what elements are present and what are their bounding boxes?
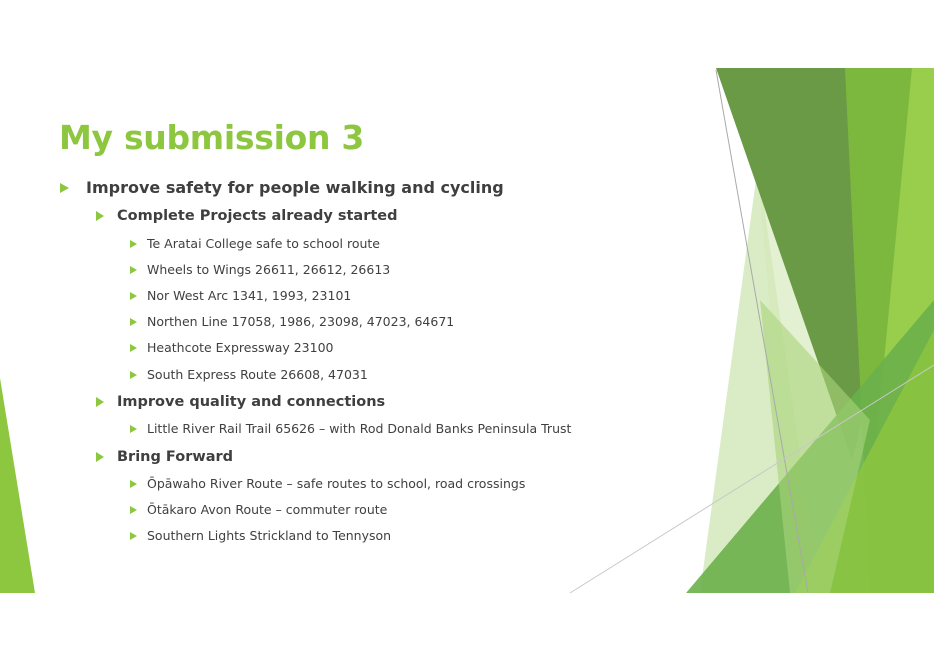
bullet-arrow-icon — [130, 266, 137, 274]
bullet-text: Northen Line 17058, 1986, 23098, 47023, 64671 — [147, 314, 455, 329]
bullet-arrow-icon — [130, 292, 137, 300]
bullet-arrow-icon — [130, 506, 137, 514]
bullet-level3 — [147, 367, 368, 382]
bullet-arrow-icon — [96, 211, 104, 221]
bullet-text: Improve quality and connections — [117, 394, 386, 410]
bullet-arrow-icon — [130, 480, 137, 488]
bullet-arrow-icon — [130, 371, 137, 379]
bullet-text: Nor West Arc 1341, 1993, 23101 — [147, 288, 352, 303]
bullet-arrow-icon — [130, 240, 137, 248]
left-green-sliver — [0, 378, 35, 593]
bullet-level3 — [147, 288, 351, 303]
bullet-level3 — [147, 502, 387, 517]
bullet-arrow-icon — [96, 452, 104, 462]
bullet-arrow-icon — [130, 344, 137, 352]
bullet-level3 — [147, 340, 334, 355]
bullet-level3 — [147, 236, 380, 251]
bullet-text: Wheels to Wings 26611, 26612, 26613 — [147, 262, 391, 277]
bullet-level3 — [147, 314, 454, 329]
bullet-text: Ōtākaro Avon Route – commuter route — [147, 502, 388, 517]
bullet-arrow-icon — [96, 397, 104, 407]
bullet-level2 — [117, 394, 385, 410]
bullet-text: Ōpāwaho River Route – safe routes to school, road crossings — [147, 476, 526, 491]
bullet-text: Heathcote Expressway 23100 — [147, 340, 334, 355]
bullet-arrow-icon — [60, 183, 69, 193]
bullet-arrow-icon — [130, 425, 137, 433]
bullet-text: Little River Rail Trail 65626 – with Rod Donald Banks Peninsula Trust — [147, 421, 572, 436]
bullet-level2 — [117, 449, 233, 465]
bullet-level3 — [147, 528, 391, 543]
bullet-text: Bring Forward — [117, 449, 234, 465]
bullet-text: Complete Projects already started — [117, 208, 398, 224]
bullet-level3 — [147, 476, 525, 491]
bullet-level3 — [147, 421, 571, 436]
bullet-text: Te Aratai College safe to school route — [147, 236, 380, 251]
bullet-level1 — [86, 178, 504, 197]
bullet-text: Improve safety for people walking and cycling — [86, 178, 504, 197]
bullet-level2 — [117, 208, 398, 224]
bullet-text: South Express Route 26608, 47031 — [147, 367, 368, 382]
bullet-arrow-icon — [130, 318, 137, 326]
bullet-level3 — [147, 262, 390, 277]
bullet-text: Southern Lights Strickland to Tennyson — [147, 528, 392, 543]
bullet-arrow-icon — [130, 532, 137, 540]
slide-title: My submission 3 — [59, 118, 365, 157]
